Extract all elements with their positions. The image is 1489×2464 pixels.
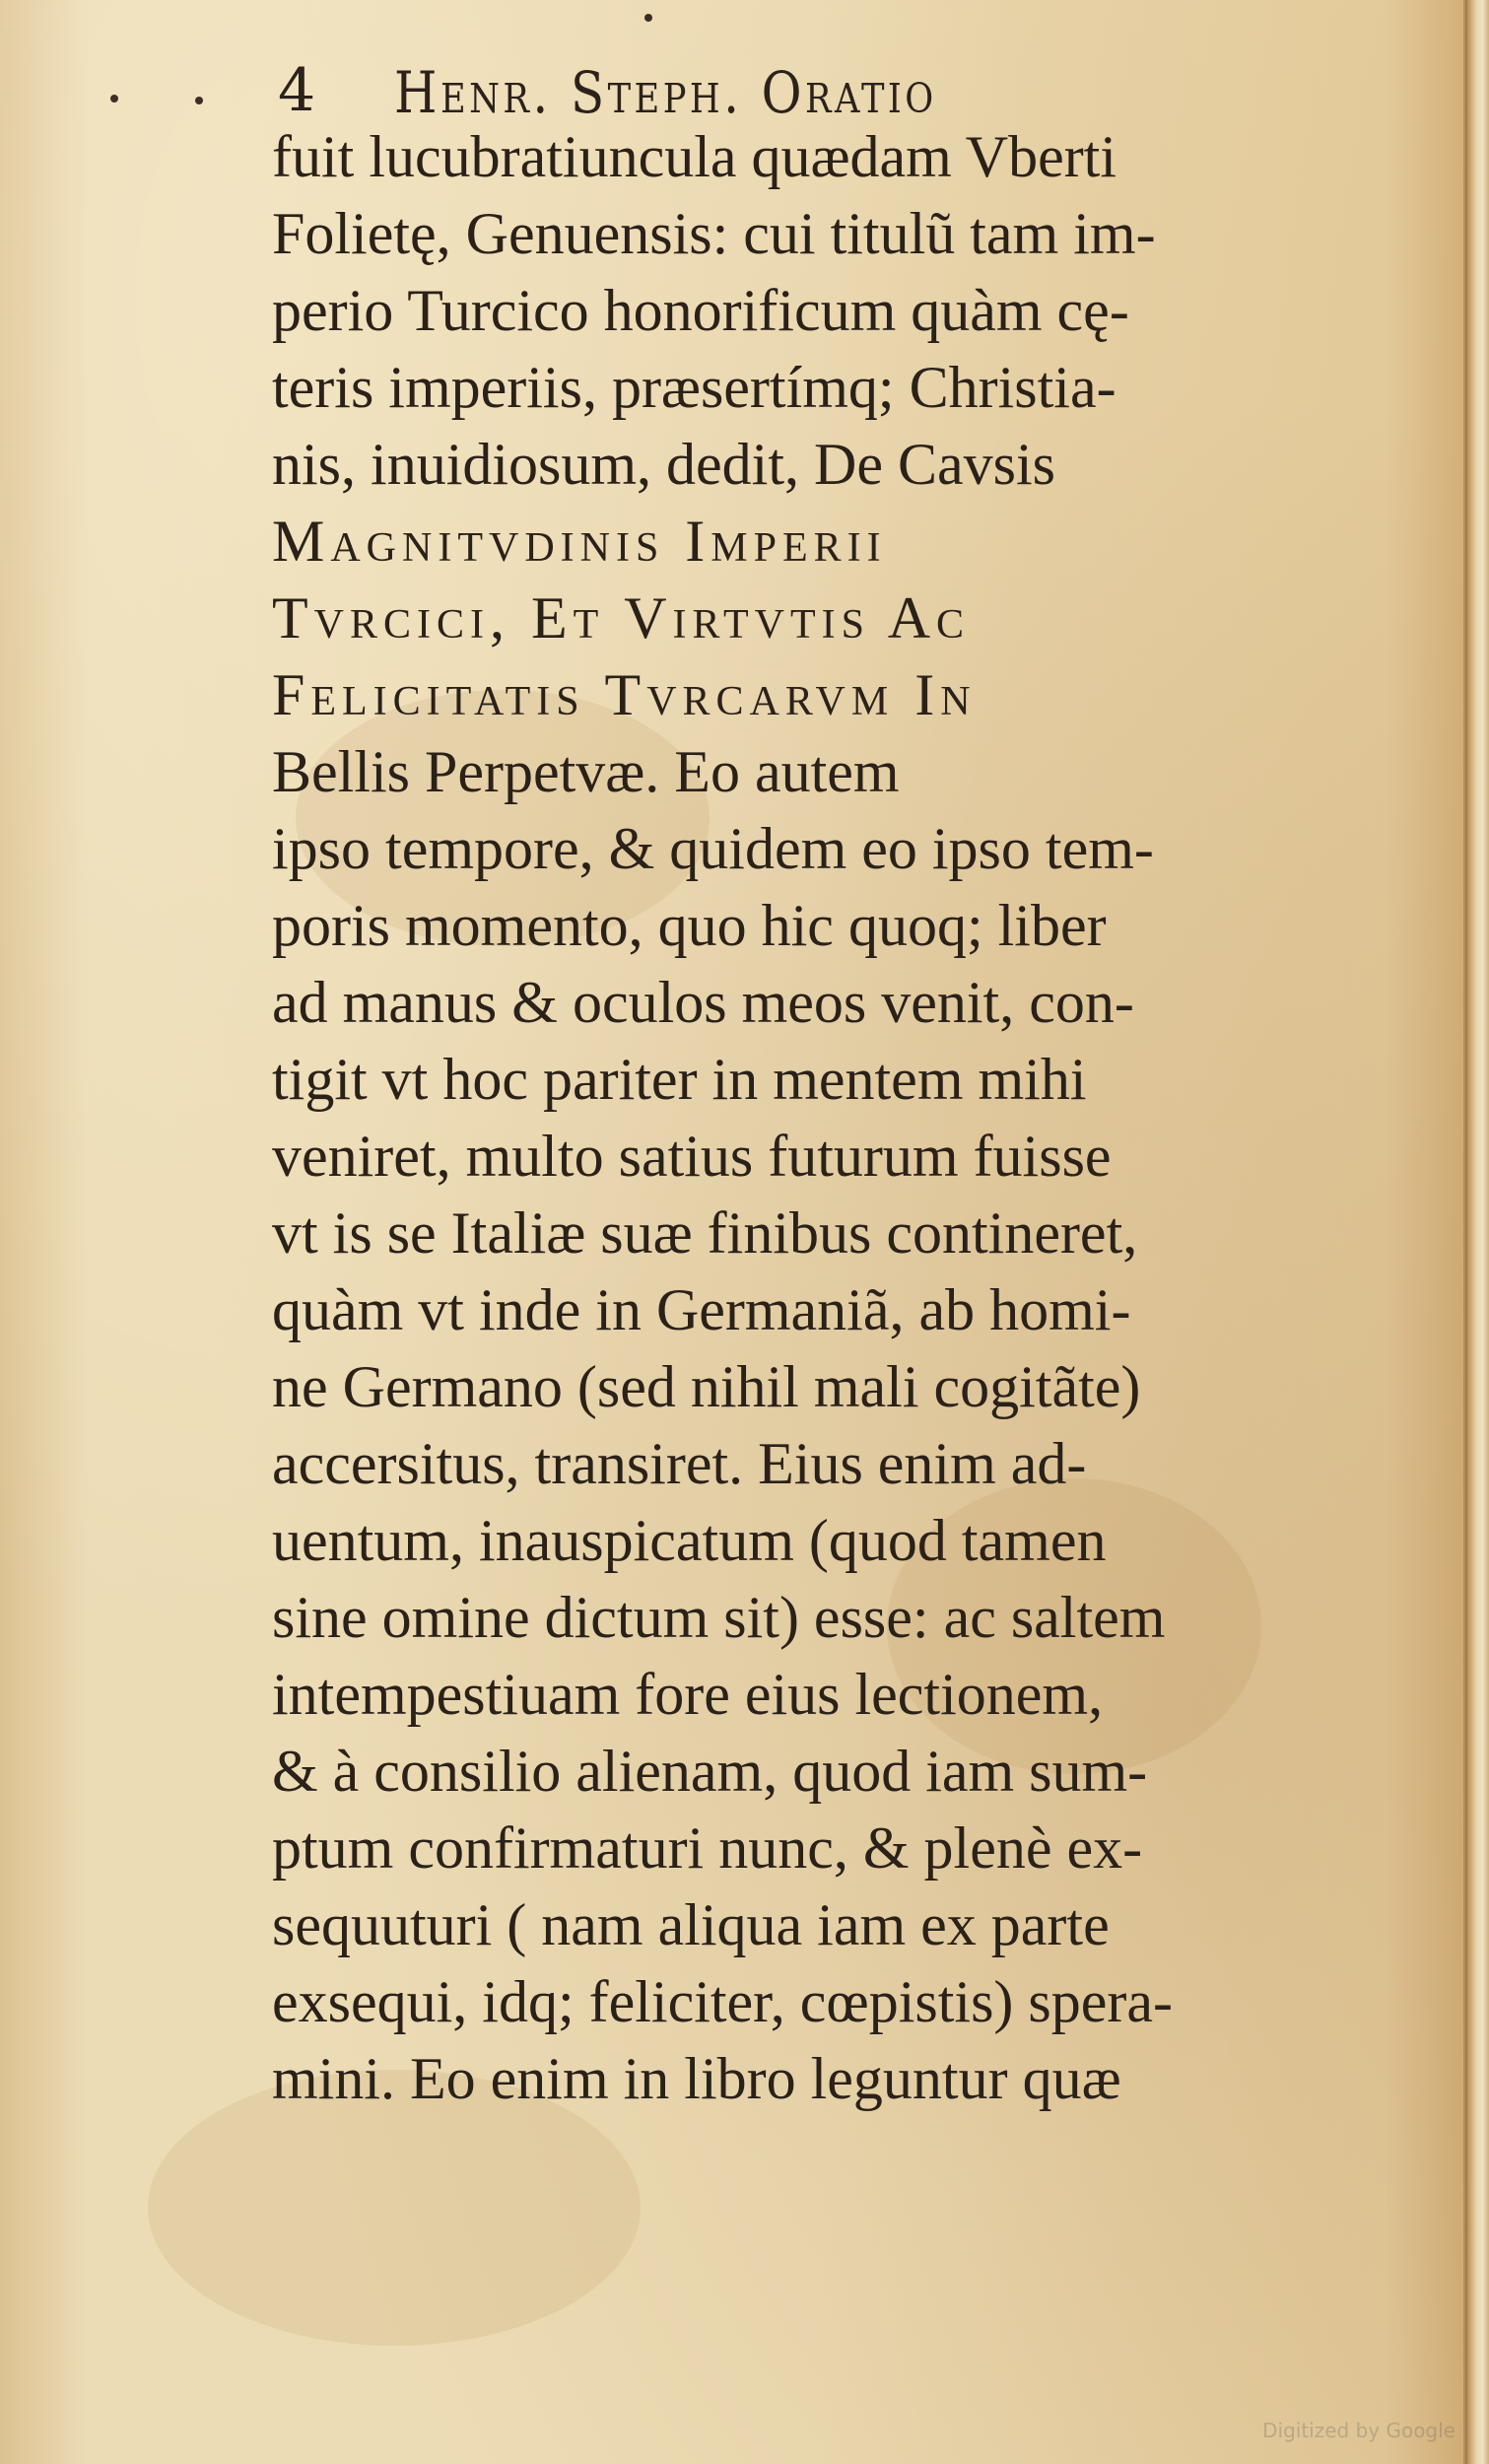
ink-dot [644,14,652,22]
text-line: poris momento, quo hic quoq; liber [272,893,1107,958]
text-line: & à consilio alienam, quod iam sum- [272,1739,1148,1804]
text-line: Tvrcici, Et Virtvtis Ac [272,585,971,650]
text-line: intempestiuam fore eius lectionem, [272,1662,1104,1727]
text-line: veniret, multo satius futurum fuisse [272,1124,1112,1189]
digitization-watermark: Digitized by Google [1262,2419,1455,2442]
text-line: vt is se Italiæ suæ finibus contineret, [272,1200,1138,1266]
text-line: Bellis Perpetvæ. Eo autem [272,739,900,804]
text-line: uentum, inauspicatum (quod tamen [272,1508,1107,1573]
text-line: sine omine dictum sit) esse: ac saltem [272,1585,1166,1650]
ink-dot [110,95,118,103]
page-number: 4 [278,56,316,125]
text-line: ad manus & oculos meos venit, con- [272,970,1134,1035]
text-line: mini. Eo enim in libro leguntur quæ [272,2046,1121,2111]
text-line: ptum confirmaturi nunc, & plenè ex- [272,1815,1143,1881]
text-line: tigit vt hoc pariter in mentem mihi [272,1047,1087,1112]
body-text [272,118,1386,2117]
text-line: Felicitatis Tvrcarvm In [272,662,977,727]
text-line: ipso tempore, & quidem eo ipso tem- [272,816,1154,881]
text-line: accersitus, transiret. Eius enim ad- [272,1431,1087,1496]
text-line: teris imperiis, præsertímq; Christia- [272,355,1117,420]
ink-dot [195,97,203,104]
text-line: Folietę, Genuensis: cui titulũ tam im- [272,201,1156,266]
running-head: Henr. Steph. Oratio [394,59,937,126]
text-line: nis, inuidiosum, dedit, De Cavsis [272,432,1055,497]
text-line: quàm vt inde in Germaniã, ab homi- [272,1277,1131,1342]
text-line: exsequi, idq; feliciter, cœpistis) spera- [272,1969,1173,2034]
text-line: ne Germano (sed nihil mali cogitãte) [272,1354,1141,1419]
text-line: sequuturi ( nam aliqua iam ex parte [272,1892,1110,1957]
text-line: Magnitvdinis Imperii [272,509,887,574]
page-edge [1465,0,1489,2464]
text-line: perio Turcico honorificum quàm cę- [272,278,1129,343]
text-line: fuit lucubratiuncula quædam Vberti [272,124,1117,189]
